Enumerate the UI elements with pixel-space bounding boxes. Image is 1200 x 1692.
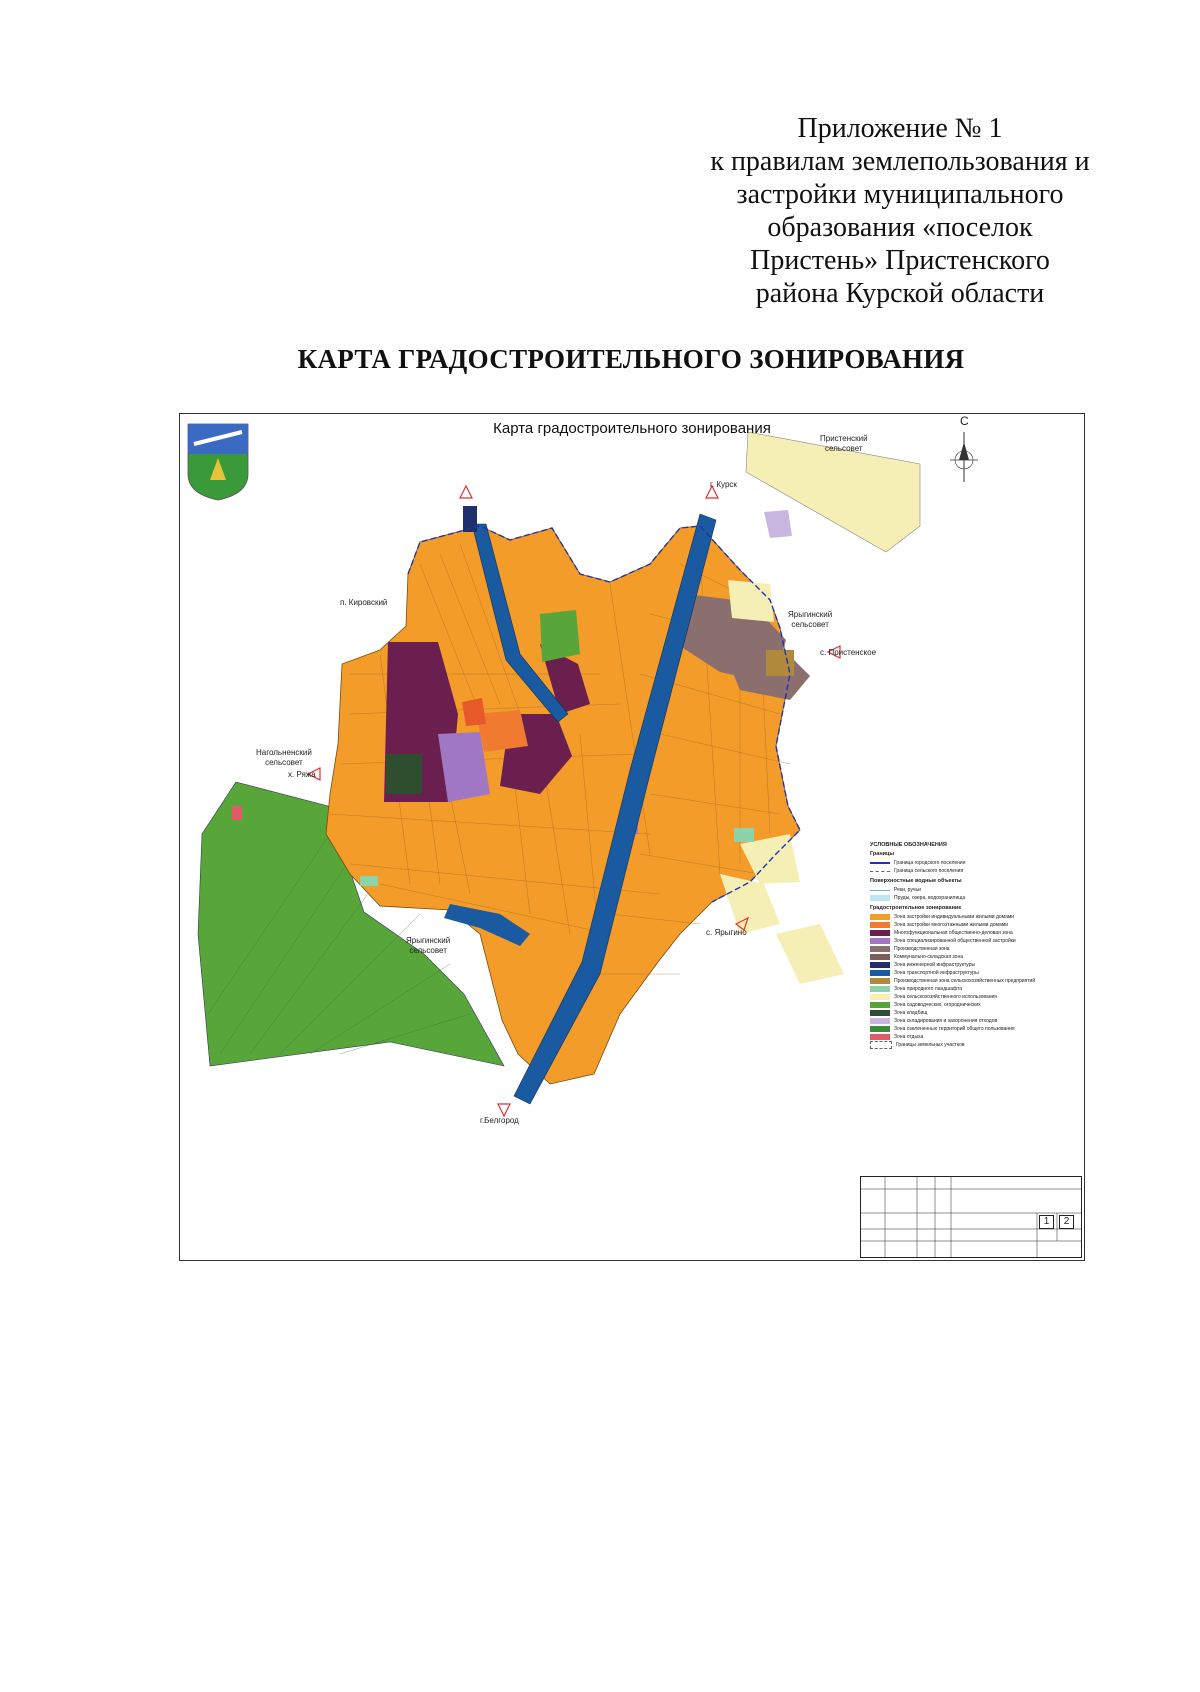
- label-yaryginsky-sw: Ярыгинский сельсовет: [406, 936, 451, 955]
- legend-zone-item: [870, 993, 1078, 1001]
- appendix-line: образования «поселок: [767, 212, 1033, 243]
- legend-zone-item: [870, 1009, 1078, 1017]
- legend-swatch: [870, 1034, 890, 1040]
- legend-label: Зона складирования и захоронения отходов: [894, 1018, 998, 1024]
- multistorey-zone-2: [462, 698, 486, 726]
- legend-borders-header: Границы: [870, 851, 895, 857]
- appendix-line: Приложение № 1: [797, 113, 1003, 144]
- label-kh-ryazha: х. Ряжа: [288, 770, 316, 779]
- legend-swatch: [870, 914, 890, 920]
- appendix-line: Пристень» Пристенского: [750, 245, 1050, 276]
- legend-zone-item: [870, 969, 1078, 977]
- recreation-zone: [232, 806, 242, 820]
- legend-zone-list: [870, 913, 1078, 1041]
- legend-swatch: [870, 922, 890, 928]
- legend-swatch: [870, 1002, 890, 1008]
- legend-label: Границы земельных участков: [896, 1042, 965, 1048]
- legend-zone-item: [870, 961, 1078, 969]
- agri-zone-e: [728, 580, 774, 622]
- appendix-line: к правилам землепользования и: [710, 146, 1090, 177]
- legend-label: Граница городского поселения: [894, 860, 966, 866]
- legend-item: [870, 867, 1078, 875]
- appendix-caption: [660, 112, 1140, 310]
- label-g-belgorod: г.Белгород: [480, 1116, 519, 1125]
- legend-swatch: [870, 978, 890, 984]
- legend-label: Пруды, озера, водохранилища: [894, 895, 966, 901]
- map-title: Карта градостроительного зонирования: [493, 420, 771, 437]
- legend-zone-item: [870, 977, 1078, 985]
- sheet-number: 1: [1039, 1215, 1054, 1229]
- legend-zone-item: [870, 1001, 1078, 1009]
- garden-zone-n: [540, 610, 580, 662]
- appendix-line: района Курской области: [755, 278, 1045, 309]
- legend-label: Зона кладбищ: [894, 1010, 928, 1016]
- legend-label: Зона озелененных территорий общего пользования: [894, 1026, 1015, 1032]
- landscape-zone-2: [734, 828, 754, 842]
- label-s-pristenskoe: с. Пристенское: [820, 648, 877, 657]
- legend-label: Зона транспортной инфраструктуры: [894, 970, 979, 976]
- legend-zone-item: [870, 913, 1078, 921]
- legend-swatch: [870, 946, 890, 952]
- legend-label: Зона отдыха: [894, 1034, 924, 1040]
- legend-swatch: [870, 1041, 892, 1049]
- legend-item: [870, 886, 1078, 894]
- label-g-kursk: г. Курск: [710, 480, 737, 489]
- legend-zoning-header: Градостроительное зонирование: [870, 905, 962, 911]
- legend-zone-item: [870, 937, 1078, 945]
- label-nagolnensky: Нагольненский сельсовет: [256, 748, 312, 767]
- sheet-total: 2: [1059, 1215, 1074, 1229]
- legend-label: Граница сельского поселения: [894, 868, 964, 874]
- document-title: КАРТА ГРАДОСТРОИТЕЛЬНОГО ЗОНИРОВАНИЯ: [297, 344, 965, 374]
- label-s-yarygino: с. Ярыгино: [706, 928, 747, 937]
- legend-zone-item: [870, 929, 1078, 937]
- legend-zone-item: [870, 1033, 1078, 1041]
- legend-swatch: [870, 1018, 890, 1024]
- legend-zone-item: [870, 953, 1078, 961]
- title-block: [860, 1176, 1082, 1258]
- legend-zone-item: [870, 1017, 1078, 1025]
- legend-line: [870, 890, 890, 891]
- map-drawing: [180, 414, 1084, 1260]
- legend-label: Зона инженерной инфраструктуры: [894, 962, 976, 968]
- legend-label: Производственная зона сельскохозяйственных предприятий: [894, 978, 1036, 984]
- north-letter: С: [960, 414, 969, 428]
- legend-item: [870, 894, 1078, 902]
- legend-swatch: [870, 895, 890, 901]
- legend-label: Зона природного ландшафта: [894, 986, 962, 992]
- legend-label: Зона специализированной общественной застройки: [894, 938, 1016, 944]
- legend-label: Зона садоводческих, огороднических: [894, 1002, 981, 1008]
- legend-zone-item: [870, 985, 1078, 993]
- legend-swatch: [870, 994, 890, 1000]
- legend-line: [870, 862, 890, 864]
- map-legend: [870, 839, 1078, 1049]
- legend-swatch: [870, 930, 890, 936]
- zoning-map: [179, 413, 1085, 1261]
- legend-swatch: [870, 1010, 890, 1016]
- legend-line: [870, 871, 890, 872]
- legend-swatch: [870, 1026, 890, 1032]
- legend-label: Коммунально-складская зона: [894, 954, 963, 960]
- legend-swatch: [870, 954, 890, 960]
- legend-label: Реки, ручьи: [894, 887, 921, 893]
- landscape-zone: [360, 876, 378, 886]
- legend-swatch: [870, 986, 890, 992]
- legend-zone-item: [870, 945, 1078, 953]
- legend-label: Зона застройки индивидуальными жилыми домами: [894, 914, 1015, 920]
- label-p-kirovsky: п. Кировский: [340, 598, 388, 607]
- label-yaryginsky-ne: Ярыгинский сельсовет: [788, 610, 833, 629]
- legend-label: Зона сельскохозяйственного использования: [894, 994, 998, 1000]
- legend-water-header: Поверхностные водные объекты: [870, 878, 962, 884]
- legend-swatch: [870, 962, 890, 968]
- legend-zone-item: [870, 921, 1078, 929]
- legend-swatch: [870, 938, 890, 944]
- legend-label: Многофункциональная общественно-деловая зона: [894, 930, 1013, 936]
- agri-zone-s: [776, 924, 844, 984]
- north-arrow: [950, 432, 978, 482]
- legend-item: [870, 1041, 1078, 1049]
- legend-zone-item: [870, 1025, 1078, 1033]
- legend-title: УСЛОВНЫЕ ОБОЗНАЧЕНИЯ: [870, 842, 947, 848]
- legend-label: Зона застройки многоэтажными жилыми домами: [894, 922, 1008, 928]
- label-pristensky: Пристенский сельсовет: [820, 434, 868, 453]
- appendix-line: застройки муниципального: [736, 179, 1064, 210]
- legend-label: Производственная зона: [894, 946, 950, 952]
- legend-swatch: [870, 970, 890, 976]
- cemetery-zone: [386, 754, 422, 794]
- waste-zone: [764, 510, 792, 538]
- legend-item: [870, 859, 1078, 867]
